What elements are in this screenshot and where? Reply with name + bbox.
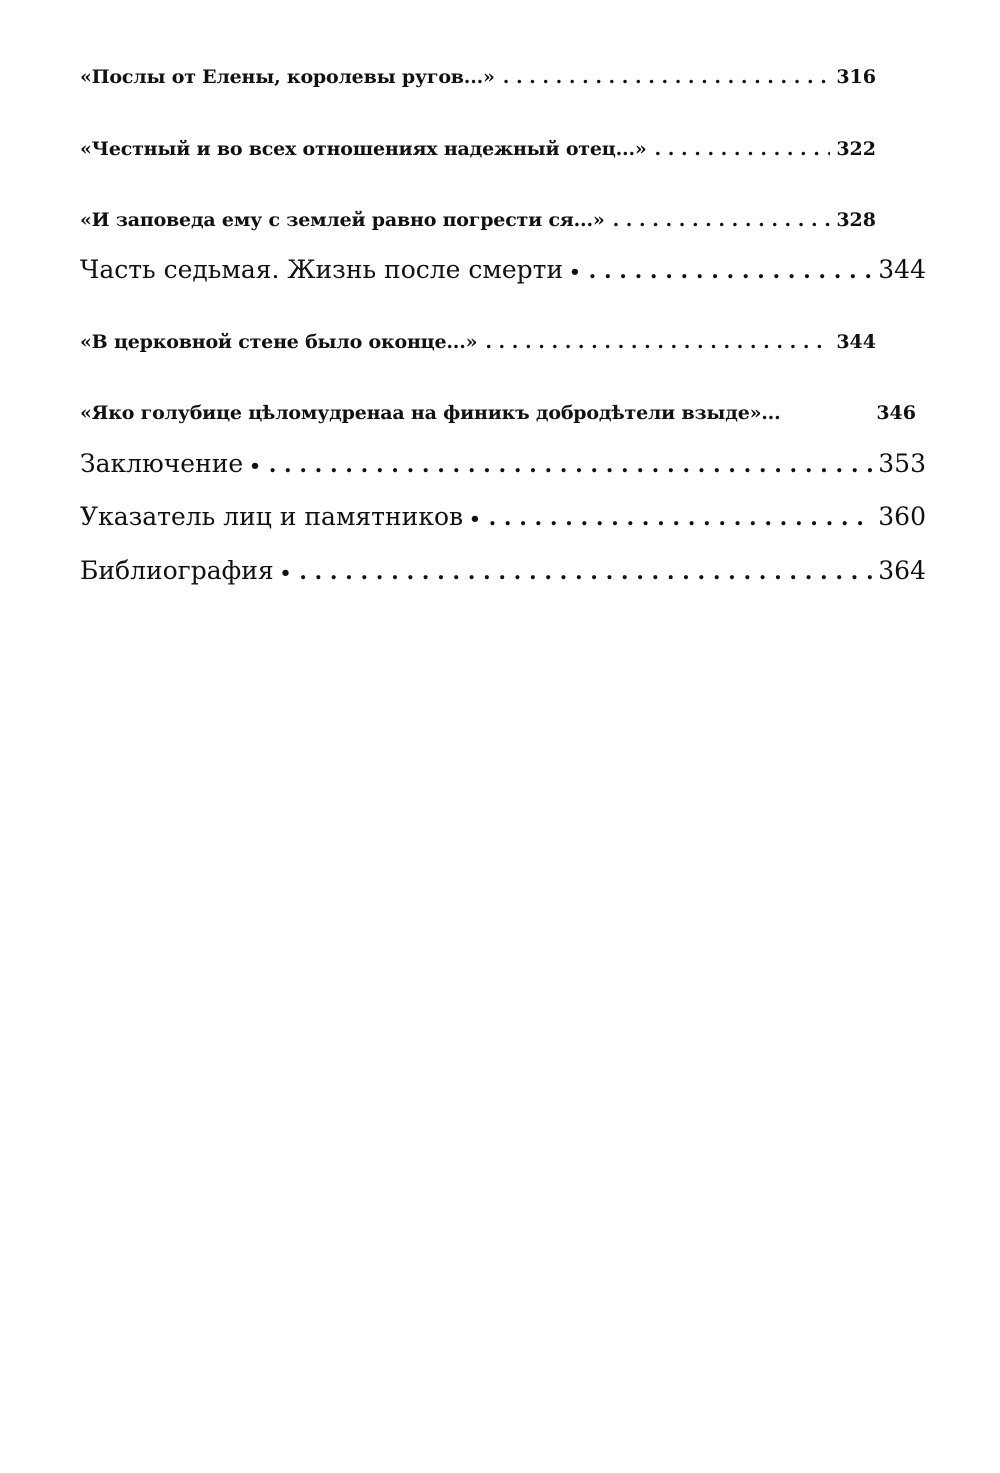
toc-section-entry[interactable] [80, 556, 926, 585]
toc-entry[interactable] [80, 402, 916, 424]
toc-entry-page: 328 [836, 209, 876, 231]
bullet-icon: • [569, 262, 581, 283]
dot-leader [299, 559, 872, 585]
bullet-icon: • [469, 509, 481, 530]
dot-leader [589, 258, 873, 284]
toc-entry-page: 353 [878, 449, 926, 478]
toc-entry-title: Указатель лиц и памятников [80, 502, 464, 531]
bullet-icon: • [249, 456, 261, 477]
dot-leader [489, 505, 873, 531]
toc-entry[interactable] [80, 209, 876, 231]
dot-leader [485, 331, 830, 353]
toc-entry[interactable] [80, 331, 876, 353]
toc-entry-title: «Послы от Елены, королевы ругов...» [80, 66, 495, 88]
toc-entry-page: 344 [836, 331, 876, 353]
toc-entry-page: 364 [878, 556, 926, 585]
bullet-icon: • [279, 563, 292, 584]
toc-section-entry[interactable] [80, 449, 926, 478]
toc-entry-title: «И заповеда ему с землей равно погрести ся...» [80, 209, 605, 231]
toc-entry-title: «Честный и во всех отношениях надежный отец...» [80, 138, 647, 160]
toc-entry-title: Заключение [80, 449, 244, 478]
toc-entry-title: Часть седьмая. Жизнь после смерти [80, 255, 564, 284]
toc-entry-page: 316 [836, 66, 876, 88]
toc-entry[interactable] [80, 66, 876, 88]
dot-leader [613, 209, 831, 231]
toc-entry-page: 360 [878, 502, 926, 531]
toc-entry-page: 344 [878, 255, 926, 284]
dot-leader [503, 66, 831, 88]
toc-section-entry[interactable] [80, 502, 926, 531]
toc-section-entry[interactable] [80, 255, 926, 284]
dot-leader [655, 138, 831, 160]
toc-entry-title: «В церковной стене было оконце...» [80, 331, 478, 353]
toc-entry-title: «Яко голубице цѣломудренаа на финикъ добродѣтели взыде»... [80, 402, 781, 424]
toc-entry-page: 322 [836, 138, 876, 160]
toc-entry-title: Библиография [80, 556, 274, 585]
dot-leader [269, 452, 873, 478]
toc-entry[interactable] [80, 138, 876, 160]
toc-entry-page: 346 [876, 402, 916, 424]
